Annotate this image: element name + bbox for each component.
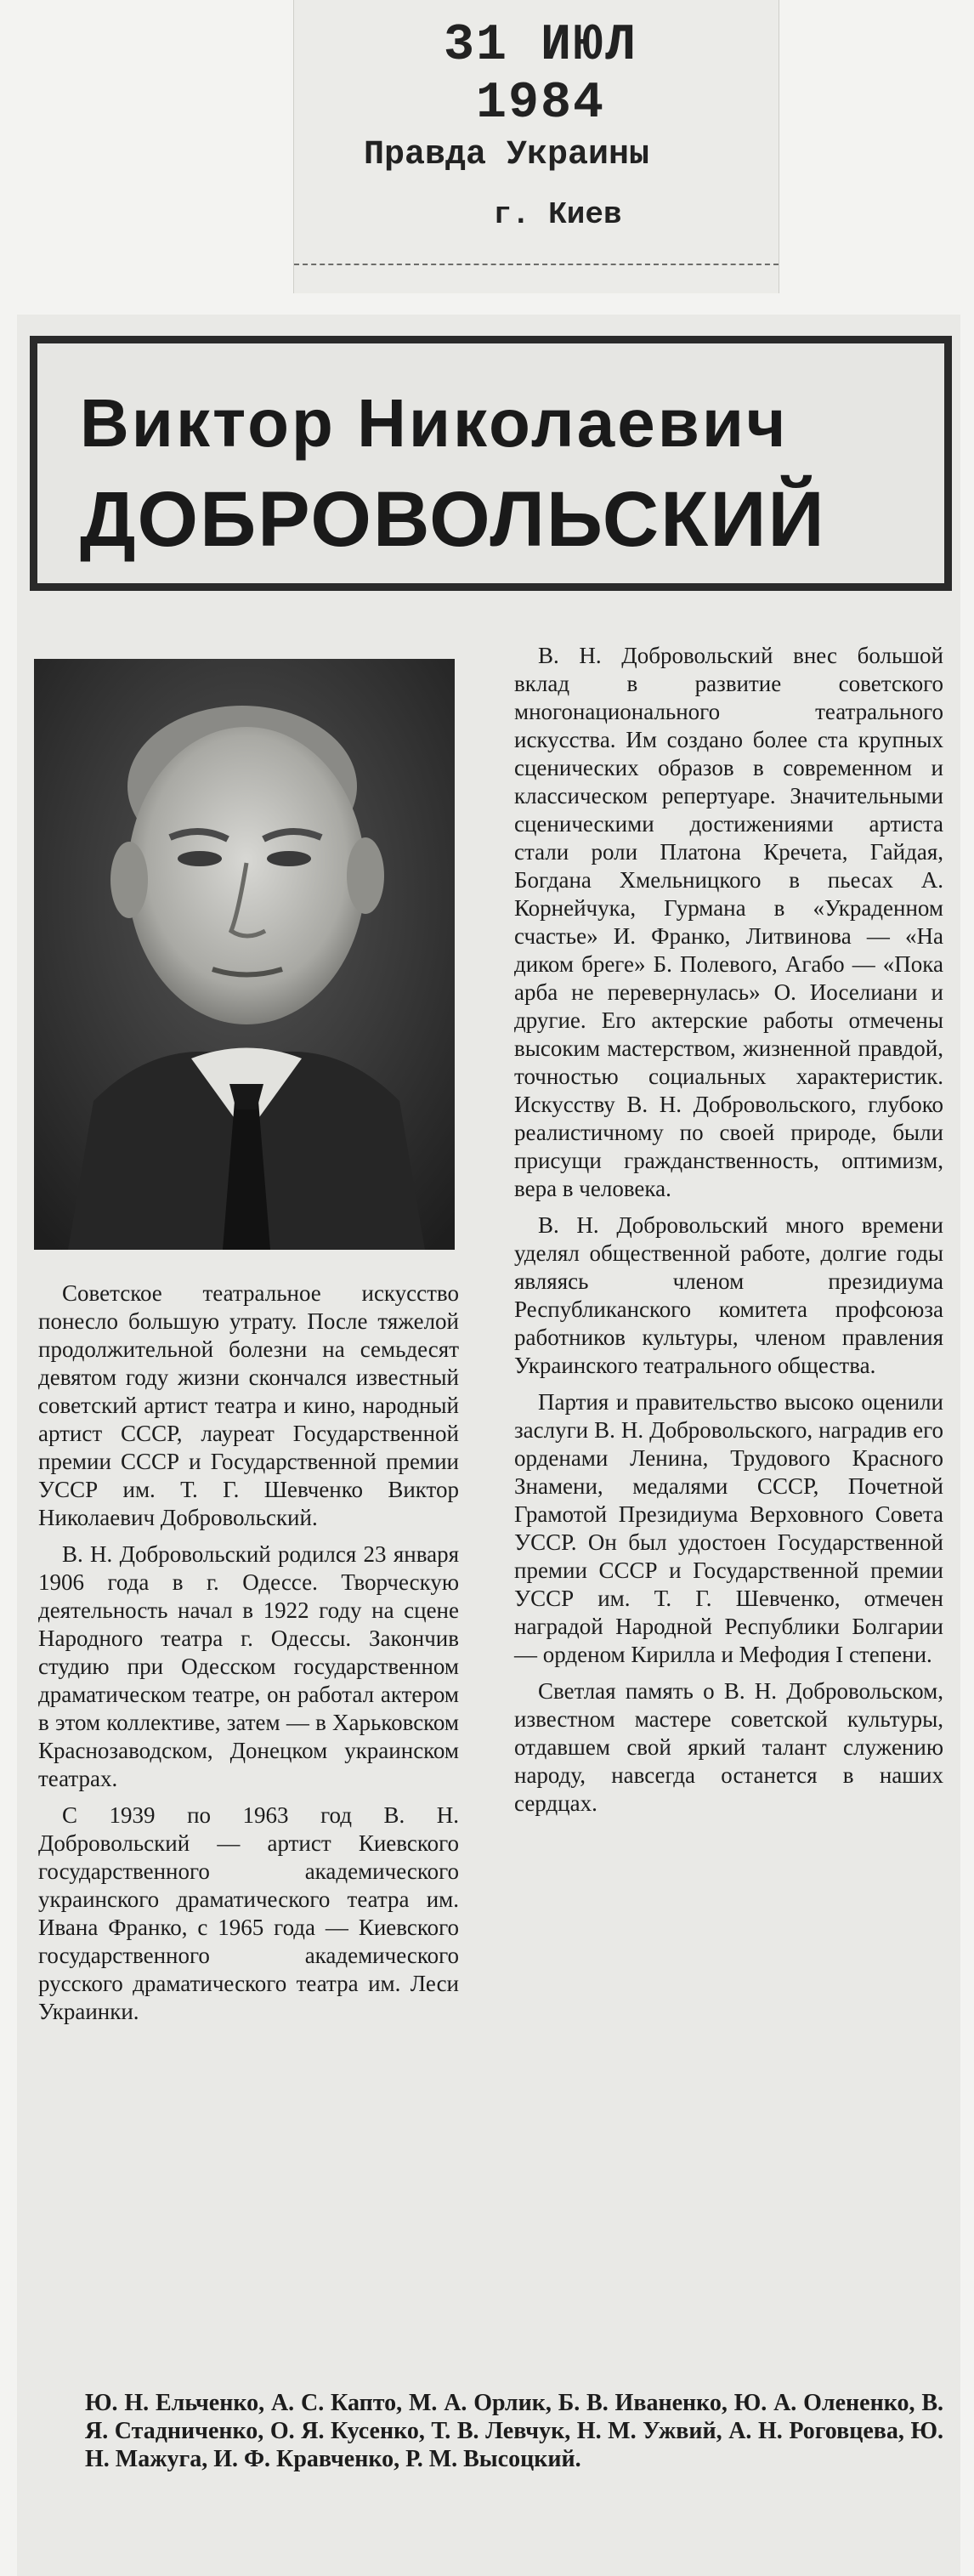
paragraph: Партия и правительство высоко оценили заслуги В. Н. Добровольского, наградив его орденами Ленина, Трудового Красного Знамени, медалями СССР, Почетной Грамотой Президиума Верховного Совета УССР. Он был удостоен Государственной премии СССР и Государственной премии УССР им. Т. Г. Шевченко, отмечен наградой Народной Республики Болгарии — орденом Кирилла и Мефодия I степени. (514, 1389, 943, 1667)
stamp-city: г. Киев (493, 197, 622, 232)
signatories-text: Ю. Н. Ельченко, А. С. Капто, М. А. Орлик, Б. В. Иваненко, Ю. А. Олененко, В. Я. Стадниченко, О. Я. Кусенко, Т. В. Левчук, Н. М. Ужвий, А. Н. Роговцева, Ю. Н. Мажуга, И. Ф. Кравченко, Р. М. Высоцкий. (85, 2390, 943, 2472)
paragraph: В. Н. Добровольский родился 23 января 1906 года в г. Одессе. Творческую деятельность начал в 1922 году на сцене Народного театра г. Одессы. Закончив студию при Одесском государственном драматическом театре, он работал актером в этом коллективе, затем — в Харьковском Краснозаводском, Донецком украинском театрах. (38, 1541, 459, 1791)
stamp-date: 31 ИЮЛ 1984 (443, 17, 638, 133)
archive-stamp-area (293, 0, 779, 293)
headline-name: Виктор Николаевич (80, 385, 789, 461)
stamp-newspaper: Правда Украины (363, 136, 650, 174)
paragraph: Советское театральное искусство понесло большую утрату. После тяжелой продолжительной болезни на семьдесят девятом году жизни скончался известный советский артист театра и кино, народный артист СССР, лауреат Государственной премии СССР и Государственной премии УССР им. Т. Г. Шевченко Виктор Николаевич Добровольский. (38, 1280, 459, 1530)
paragraph: В. Н. Добровольский много времени уделял общественной работе, долгие годы являясь членом президиума Республиканского комитета профсоюза работников культуры, членом правления Украинского театрального общества. (514, 1212, 943, 1378)
clipping-edge (294, 264, 779, 268)
portrait-image (34, 659, 455, 1250)
obituary-right-column (514, 642, 943, 1826)
portrait-photo (34, 659, 455, 1250)
headline-surname: ДОБРОВОЛЬСКИЙ (80, 476, 826, 563)
paragraph: С 1939 по 1963 год В. Н. Добровольский — артист Киевского государственного академического украинского драматического театра им. Ивана Франко, с 1965 года — Киевского государственного академического русского драматического театра им. Леси Украинки. (38, 1802, 459, 2024)
headline-frame (30, 336, 952, 591)
signatories (85, 2389, 943, 2473)
paragraph: В. Н. Добровольский внес большой вклад в развитие советского многонационального театрального искусства. Им создано более ста крупных сценических образов в современном и классическом репертуаре. Значительными сценическими достижениями артиста стали роли Платона Кречета, Гайдая, Богдана Хмельницкого в пьесах А. Корнейчука, Гурмана в «Украденном счастье» И. Франко, Литвинова — «На диком бреге» Б. Полевого, Агабо — «Пока арба не перевернулась» О. Иоселиани и другие. Его актерские работы отмечены высоким мастерством, жизненной правдой, точностью социальных характеристик. Искусству В. Н. Добровольского, глубоко реалистичному по своей природе, были присущи гражданственность, оптимизм, вера в человека. (514, 643, 943, 1201)
paragraph: Светлая память о В. Н. Добровольском, известном мастере советской культуры, отдавшем свой яркий талант служению народу, навсегда останется в наших сердцах. (514, 1678, 943, 1816)
obituary-left-column (38, 1279, 459, 2034)
